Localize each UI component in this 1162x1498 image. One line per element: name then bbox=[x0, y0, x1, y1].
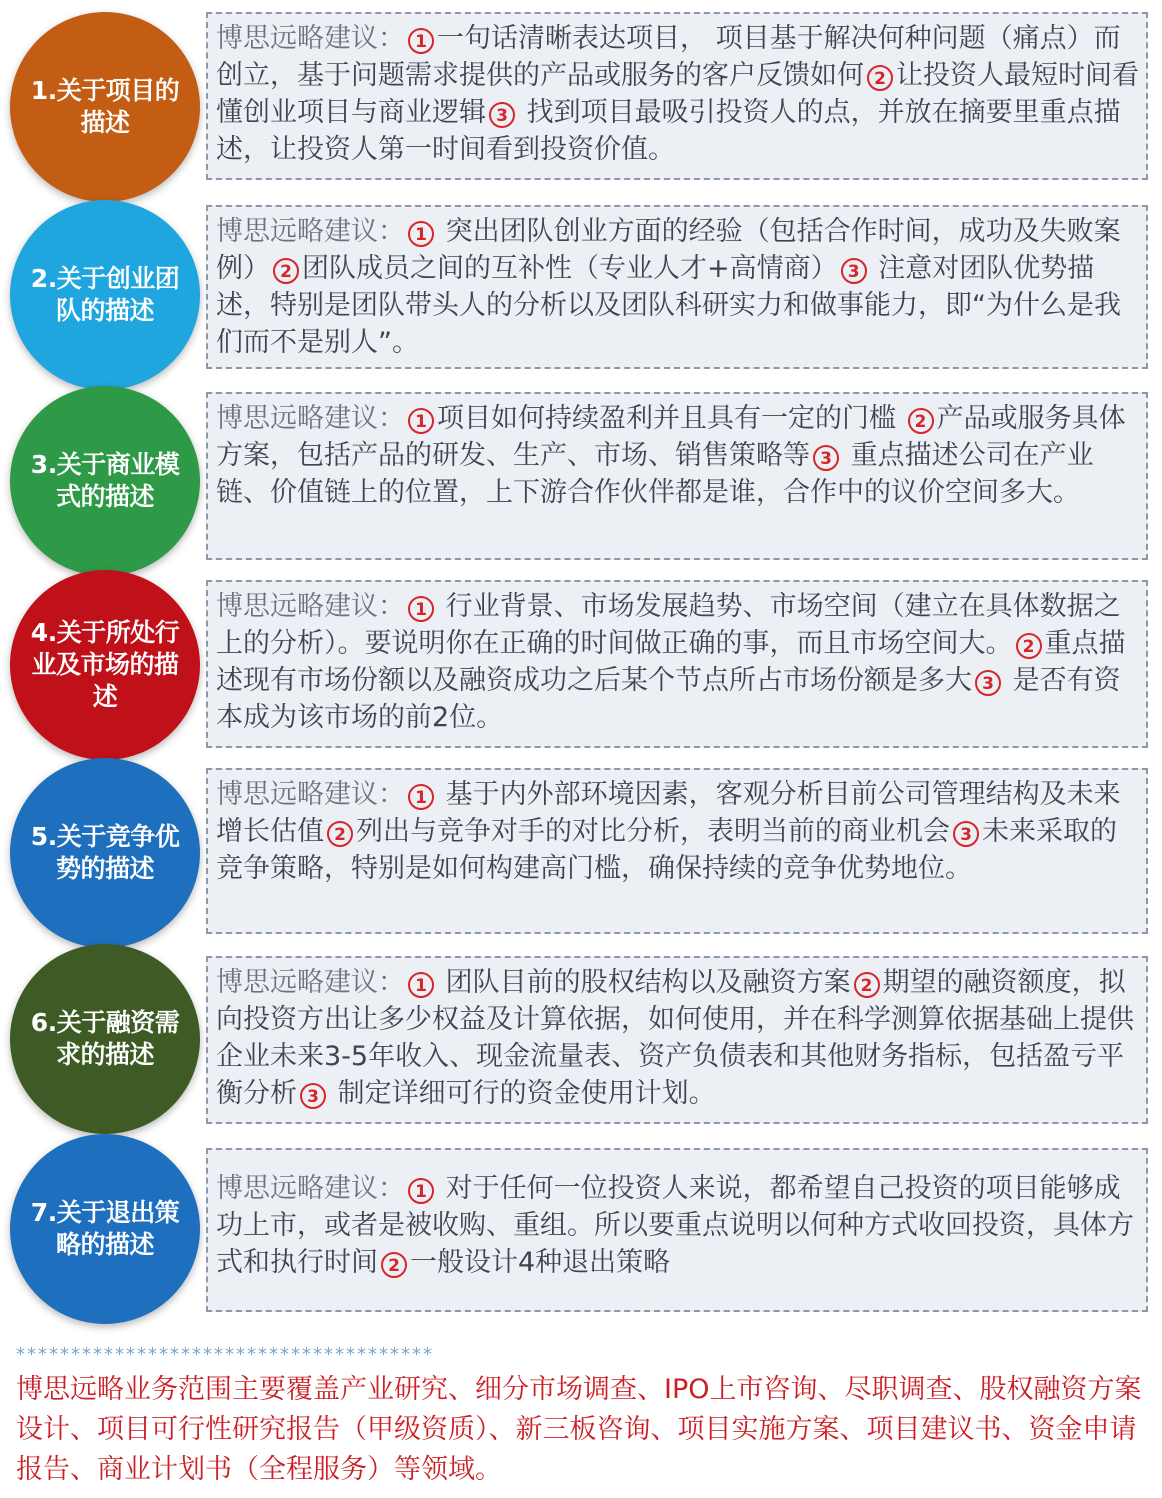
footer-text: 博思远略业务范围主要覆盖产业研究、细分市场调查、IPO上市咨询、尽职调查、股权融资方案设计、项目可行性研究报告（甲级资质）、新三板咨询、项目实施方案、项目建议书、资金申请报告、商业计划书（全程服务）等领域。 bbox=[16, 1374, 1142, 1485]
circled-number-2: 2 bbox=[1016, 633, 1042, 659]
circled-number-1: 1 bbox=[408, 28, 434, 54]
item-6-advice-text bbox=[216, 964, 1140, 1112]
circled-number-1: 1 bbox=[408, 596, 434, 622]
advice-text-segment: 未来采取的竞争策略，特别是如何构建高门槛，确保持续的竞争优势地位。 bbox=[216, 816, 1117, 884]
advice-text-segment: 注意对团队优势描述，特别是团队带头人的分析以及团队科研实力和做事能力，即“为什么是我们而不是别人”。 bbox=[216, 253, 1121, 358]
item-7-title: 7.关于退出策略的描述 bbox=[30, 1198, 180, 1259]
item-5-advice-box bbox=[206, 768, 1148, 934]
circled-number-1: 1 bbox=[408, 221, 434, 247]
item-5-title: 5.关于竞争优势的描述 bbox=[30, 822, 180, 883]
item-3-advice-text bbox=[216, 400, 1140, 511]
footer-divider-stars: ************************************** bbox=[16, 1344, 434, 1365]
item-2-circle bbox=[10, 200, 200, 390]
item-7-advice-box bbox=[206, 1148, 1148, 1312]
circled-number-2: 2 bbox=[867, 65, 893, 91]
advice-text-segment: 找到项目最吸引投资人的点，并放在摘要里重点描述，让投资人第一时间看到投资价值。 bbox=[216, 97, 1121, 165]
advice-text-segment: 团队目前的股权结构以及融资方案 bbox=[437, 967, 851, 998]
advice-text-segment: 团队成员之间的互补性（专业人才+高情商） bbox=[302, 253, 838, 284]
circled-number-3: 3 bbox=[300, 1083, 326, 1109]
advice-text-segment: 制定详细可行的资金使用计划。 bbox=[329, 1078, 716, 1109]
advice-text-segment: 是否有资本成为该市场的前2位。 bbox=[216, 665, 1121, 733]
advice-text-segment: 对于任何一位投资人来说，都希望自己投资的项目能够成功上市，或者是被收购、重组。所以要重点说明以何种方式收回投资，具体方式和执行时间 bbox=[216, 1173, 1134, 1278]
item-7-circle bbox=[10, 1134, 200, 1324]
item-6-advice-box bbox=[206, 956, 1148, 1124]
advice-text-segment: 突出团队创业方面的经验（包括合作时间，成功及失败案例） bbox=[216, 216, 1121, 284]
item-1-circle bbox=[10, 12, 200, 202]
item-6-circle bbox=[10, 944, 200, 1134]
advice-lead-label: 博思远略建议： bbox=[216, 1173, 405, 1204]
advice-lead-label: 博思远略建议： bbox=[216, 403, 405, 434]
advice-text-segment: 列出与竞争对手的对比分析，表明当前的商业机会 bbox=[356, 816, 950, 847]
circled-number-1: 1 bbox=[408, 1178, 434, 1204]
circled-number-1: 1 bbox=[408, 784, 434, 810]
advice-text-segment: 期望的融资额度，拟向投资方出让多少权益及计算依据，如何使用，并在科学测算依据基础上提供企业未来3-5年收入、现金流量表、资产负债表和其他财务指标，包括盈亏平衡分析 bbox=[216, 967, 1134, 1109]
circled-number-3: 3 bbox=[813, 445, 839, 471]
advice-text-segment: 一般设计4种退出策略 bbox=[410, 1247, 671, 1278]
item-3-title: 3.关于商业模式的描述 bbox=[30, 450, 180, 511]
item-4-advice-box bbox=[206, 580, 1148, 748]
item-1-advice-text bbox=[216, 20, 1140, 168]
item-3-circle bbox=[10, 386, 200, 576]
item-5-circle bbox=[10, 758, 200, 948]
advice-text-segment: 让投资人最短时间看懂创业项目与商业逻辑 bbox=[216, 60, 1139, 128]
item-3-advice-box bbox=[206, 392, 1148, 560]
advice-lead-label: 博思远略建议： bbox=[216, 967, 405, 998]
advice-text-segment: 行业背景、市场发展趋势、市场空间（建立在具体数据之上的分析）。要说明你在正确的时间做正确的事，而且市场空间大。 bbox=[216, 591, 1121, 659]
circled-number-3: 3 bbox=[953, 821, 979, 847]
item-4-circle bbox=[10, 570, 200, 760]
advice-text-segment: 项目如何持续盈利并且具有一定的门槛 bbox=[437, 403, 905, 434]
circled-number-2: 2 bbox=[381, 1252, 407, 1278]
advice-text-segment: 产品或服务具体方案，包括产品的研发、生产、市场、销售策略等 bbox=[216, 403, 1126, 471]
item-2-advice-text bbox=[216, 213, 1140, 361]
item-5-advice-text bbox=[216, 776, 1140, 887]
advice-lead-label: 博思远略建议： bbox=[216, 591, 405, 622]
circled-number-3: 3 bbox=[489, 102, 515, 128]
circled-number-3: 3 bbox=[975, 670, 1001, 696]
item-4-title: 4.关于所处行业及市场的描述 bbox=[30, 618, 180, 711]
circled-number-2: 2 bbox=[273, 258, 299, 284]
circled-number-3: 3 bbox=[841, 258, 867, 284]
item-4-advice-text bbox=[216, 588, 1140, 736]
advice-text-segment: 基于内外部环境因素，客观分析目前公司管理结构及未来增长估值 bbox=[216, 779, 1121, 847]
item-1-title: 1.关于项目的描述 bbox=[30, 76, 180, 137]
circled-number-2: 2 bbox=[908, 408, 934, 434]
circled-number-1: 1 bbox=[408, 408, 434, 434]
advice-lead-label: 博思远略建议： bbox=[216, 216, 405, 247]
item-7-advice-text bbox=[216, 1156, 1140, 1281]
item-6-title: 6.关于融资需求的描述 bbox=[30, 1008, 180, 1069]
advice-text-segment: 重点描述现有市场份额以及融资成功之后某个节点所占市场份额是多大 bbox=[216, 628, 1126, 696]
item-1-advice-box bbox=[206, 12, 1148, 180]
circled-number-2: 2 bbox=[854, 972, 880, 998]
advice-lead-label: 博思远略建议： bbox=[216, 23, 405, 54]
advice-text-segment: 重点描述公司在产业链、价值链上的位置，上下游合作伙伴都是谁，合作中的议价空间多大。 bbox=[216, 440, 1094, 508]
advice-text-segment: 一句话清晰表达项目， 项目基于解决何种问题（痛点）而创立，基于问题需求提供的产品或服务的客户反馈如何 bbox=[216, 23, 1121, 91]
item-2-advice-box bbox=[206, 205, 1148, 369]
circled-number-2: 2 bbox=[327, 821, 353, 847]
item-2-title: 2.关于创业团队的描述 bbox=[30, 264, 180, 325]
circled-number-1: 1 bbox=[408, 972, 434, 998]
advice-lead-label: 博思远略建议： bbox=[216, 779, 405, 810]
